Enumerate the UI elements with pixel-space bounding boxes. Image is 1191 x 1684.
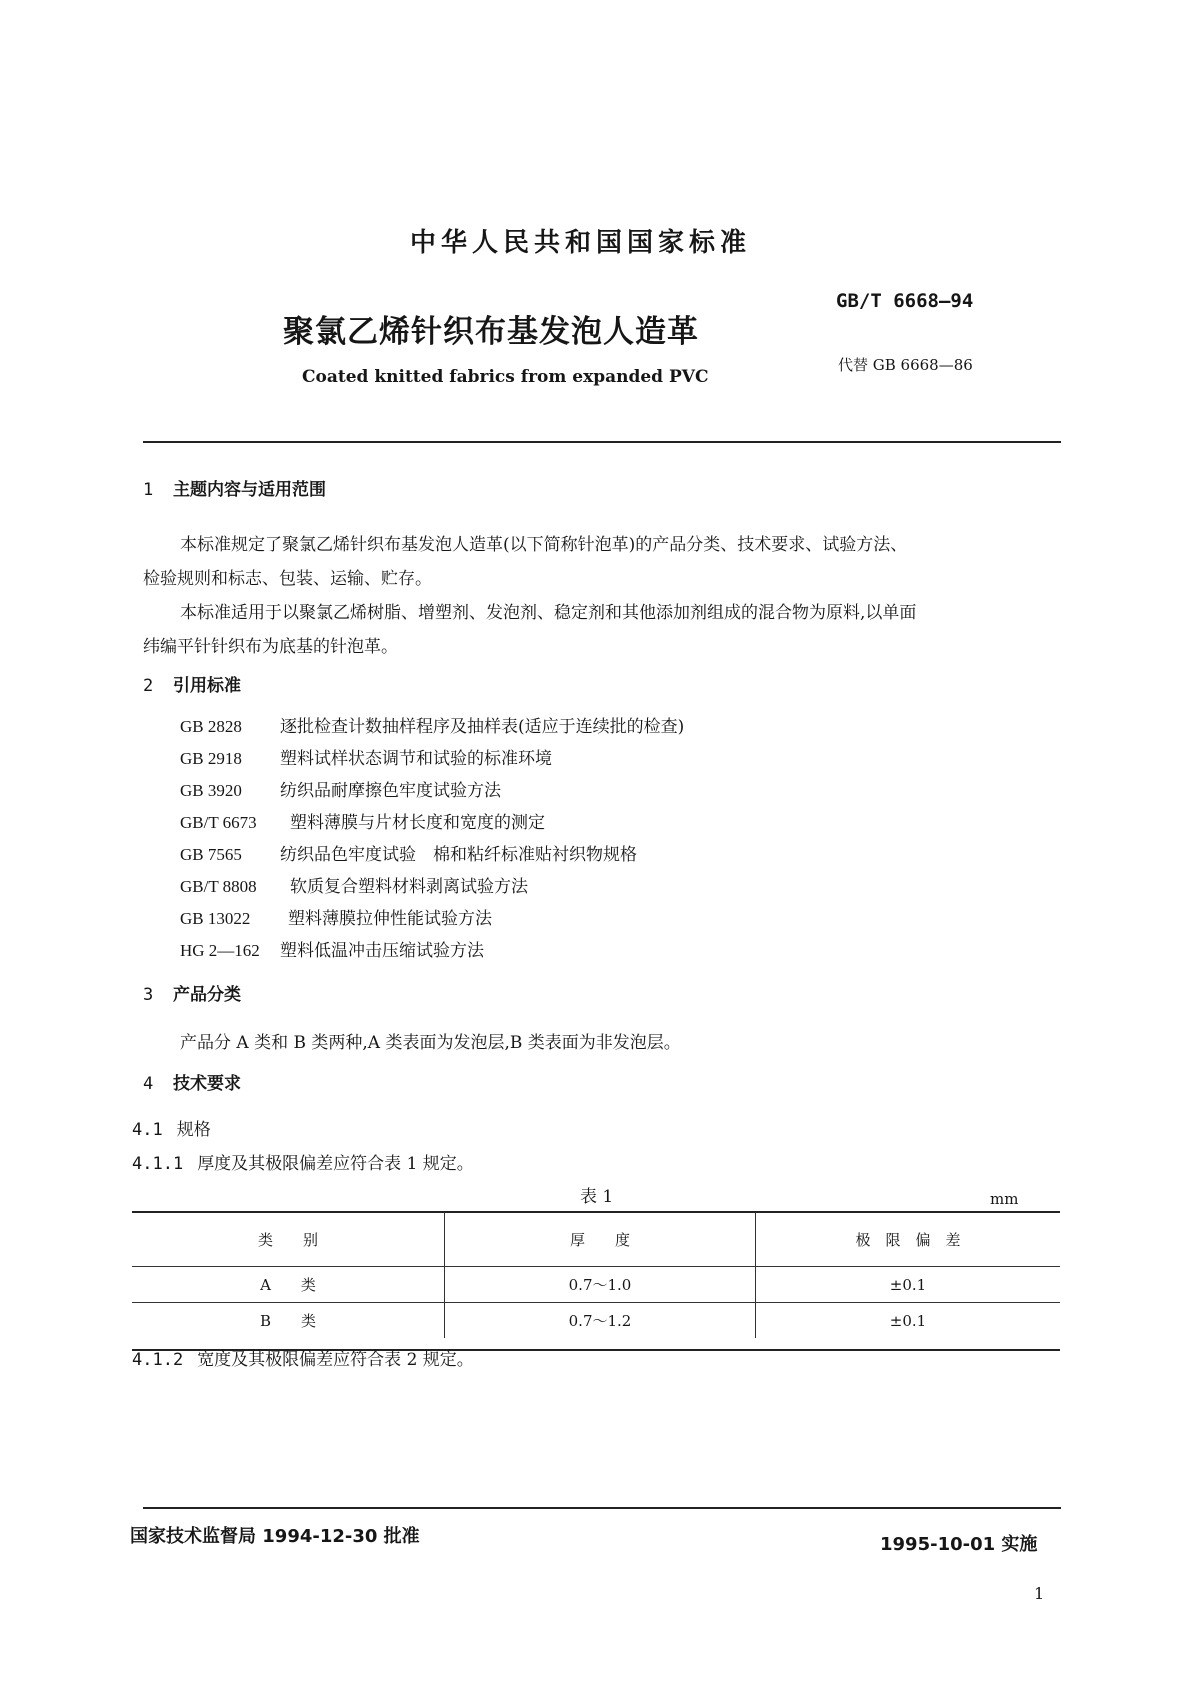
page-number: 1 — [1034, 1584, 1045, 1603]
section-1-paragraph-1-line-2: 检验规则和标志、包装、运输、贮存。 — [143, 569, 432, 589]
section-1-paragraph-2-line-2: 纬编平针针织布为底基的针泡革。 — [143, 637, 398, 657]
table-unit: mm — [990, 1190, 1019, 1208]
header-divider — [143, 441, 1061, 443]
reference-item: HG 2—162 塑料低温冲击压缩试验方法 — [180, 941, 484, 961]
table-header-cell: 厚 度 — [445, 1212, 756, 1267]
table-cell: ±0.1 — [756, 1267, 1061, 1303]
table-cell: 0.7～1.2 — [445, 1303, 756, 1339]
table-cell: A 类 — [132, 1267, 445, 1303]
table-cell: 0.7～1.0 — [445, 1267, 756, 1303]
section-1-paragraph-2-line-1: 本标准适用于以聚氯乙烯树脂、增塑剂、发泡剂、稳定剂和其他添加剂组成的混合物为原料,以单面 — [180, 603, 917, 623]
effective-date: 1995-10-01 实施 — [880, 1534, 1038, 1555]
approval-info: 国家技术监督局 1994-12-30 批准 — [130, 1526, 420, 1547]
section-1-heading: 1 主题内容与适用范围 — [143, 480, 326, 500]
section-3-text: 产品分 A 类和 B 类两种,A 类表面为发泡层,B 类表面为非发泡层。 — [180, 1033, 681, 1053]
reference-item: GB 2918 塑料试样状态调节和试验的标准环境 — [180, 749, 552, 769]
country-standard-heading: 中华人民共和国国家标准 — [409, 228, 751, 258]
table-cell: ±0.1 — [889, 1311, 927, 1330]
subsection-4-1: 4.1 规格 — [132, 1120, 211, 1140]
subsection-4-1-1: 4.1.1 厚度及其极限偏差应符合表 1 规定。 — [132, 1154, 474, 1174]
reference-item: GB 3920 纺织品耐摩擦色牢度试验方法 — [180, 781, 501, 801]
reference-item: GB 2828 逐批检查计数抽样程序及抽样表(适应于连续批的检查) — [180, 717, 685, 737]
document-title-en: Coated knitted fabrics from expanded PVC — [302, 367, 709, 387]
reference-item: GB 7565 纺织品色牢度试验 棉和粘纤标准贴衬织物规格 — [180, 845, 637, 865]
table-row — [132, 1267, 1060, 1303]
table-caption: 表 1 — [580, 1187, 614, 1207]
subsection-4-1-2: 4.1.2 宽度及其极限偏差应符合表 2 规定。 — [132, 1350, 474, 1370]
section-4-heading: 4 技术要求 — [143, 1074, 241, 1094]
table-header-cell: 极 限 偏 差 — [756, 1212, 1061, 1267]
section-2-heading: 2 引用标准 — [143, 676, 241, 696]
standard-code: GB/T 6668—94 — [836, 290, 974, 312]
section-1-paragraph-1-line-1: 本标准规定了聚氯乙烯针织布基发泡人造革(以下简称针泡革)的产品分类、技术要求、试验方法、 — [180, 535, 908, 555]
document-title-cn: 聚氯乙烯针织布基发泡人造革 — [283, 314, 699, 350]
footer-divider — [143, 1507, 1061, 1509]
section-3-heading: 3 产品分类 — [143, 985, 241, 1005]
reference-item: GB/T 6673 塑料薄膜与片材长度和宽度的测定 — [180, 813, 545, 833]
table-cell: B 类 — [132, 1303, 445, 1339]
reference-item: GB 13022 塑料薄膜拉伸性能试验方法 — [180, 909, 492, 929]
replaces-standard: 代替 GB 6668—86 — [838, 356, 973, 374]
reference-item: GB/T 8808 软质复合塑料材料剥离试验方法 — [180, 877, 528, 897]
table-header-cell: 类 别 — [132, 1212, 445, 1267]
table-row — [132, 1303, 1060, 1339]
thickness-table — [132, 1212, 1060, 1338]
